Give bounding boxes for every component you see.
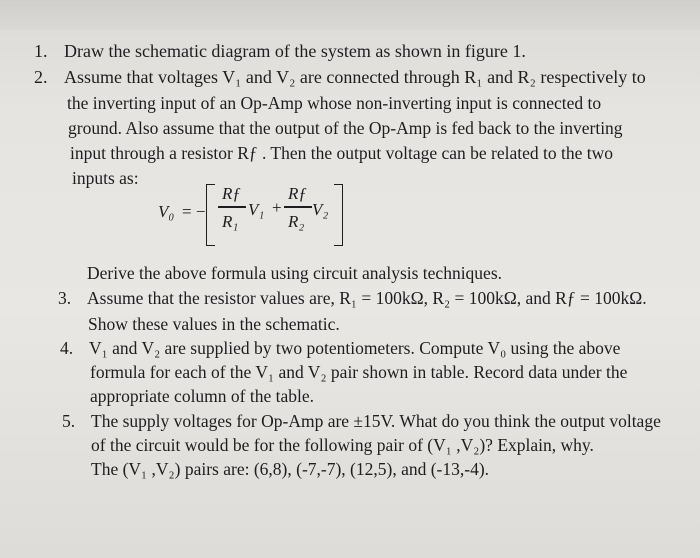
formula-plus: + — [272, 198, 282, 217]
formula-fraction-bar-1 — [218, 206, 246, 208]
formula-numerator-1: Rƒ — [222, 184, 241, 203]
item-1-line-1: Draw the schematic diagram of the system as shown in figure 1. — [64, 41, 526, 61]
item-1-number: 1. — [34, 41, 48, 61]
item-4-number: 4. — [60, 338, 74, 358]
formula-equals-minus: = − — [182, 202, 206, 221]
item-2-line-4: input through a resistor Rƒ . Then the output voltage can be related to the two — [70, 143, 614, 163]
item-2-line-1: Assume that voltages V₁ and V₂ are connected through R₁ and R₂ respectively to — [64, 67, 646, 87]
item-4-line-2: formula for each of the V₁ and V₂ pair shown in table. Record data under the — [90, 362, 628, 382]
formula-fraction-bar-2 — [284, 206, 312, 208]
item-2-number: 2. — [34, 67, 48, 87]
item-5-line-1: The supply voltages for Op-Amp are ±15V. What do you think the output voltage — [91, 411, 661, 431]
formula-right-bracket — [334, 184, 343, 246]
formula-left-bracket — [206, 184, 215, 246]
item-4-line-1: V₁ and V₂ are supplied by two potentiometers. Compute V₀ using the above — [89, 338, 621, 358]
item-3-number: 3. — [58, 288, 72, 308]
formula-lhs: V₀ — [158, 202, 175, 221]
item-5-number: 5. — [62, 411, 76, 431]
item-2-line-3: ground. Also assume that the output of the Op-Amp is fed back to the inverting — [68, 118, 623, 138]
item-4-line-3: appropriate column of the table. — [90, 386, 315, 406]
item-2-line-5: inputs as: — [72, 168, 139, 188]
output-voltage-formula — [158, 182, 358, 246]
derive-instruction: Derive the above formula using circuit analysis techniques. — [87, 263, 503, 283]
page-top-edge — [0, 0, 700, 30]
item-2-line-2: the inverting input of an Op-Amp whose non-inverting input is connected to — [67, 93, 602, 113]
item-5-line-2: of the circuit would be for the following pair of (V₁ ,V₂)? Explain, why. — [91, 435, 594, 455]
item-3-line-1: Assume that the resistor values are, R₁ = 100kΩ, R₂ = 100kΩ, and Rƒ = 100kΩ. — [87, 288, 647, 308]
formula-denominator-2: R₂ — [288, 212, 305, 231]
formula-v1: V₁ — [248, 200, 265, 219]
item-5-line-3: The (V₁ ,V₂) pairs are: (6,8), (-7,-7), (12,5), and (-13,-4). — [91, 459, 490, 479]
formula-numerator-2: Rƒ — [288, 184, 307, 203]
formula-v2: V₂ — [312, 200, 329, 219]
formula-denominator-1: R₁ — [222, 212, 239, 231]
item-3-line-2: Show these values in the schematic. — [88, 314, 340, 334]
